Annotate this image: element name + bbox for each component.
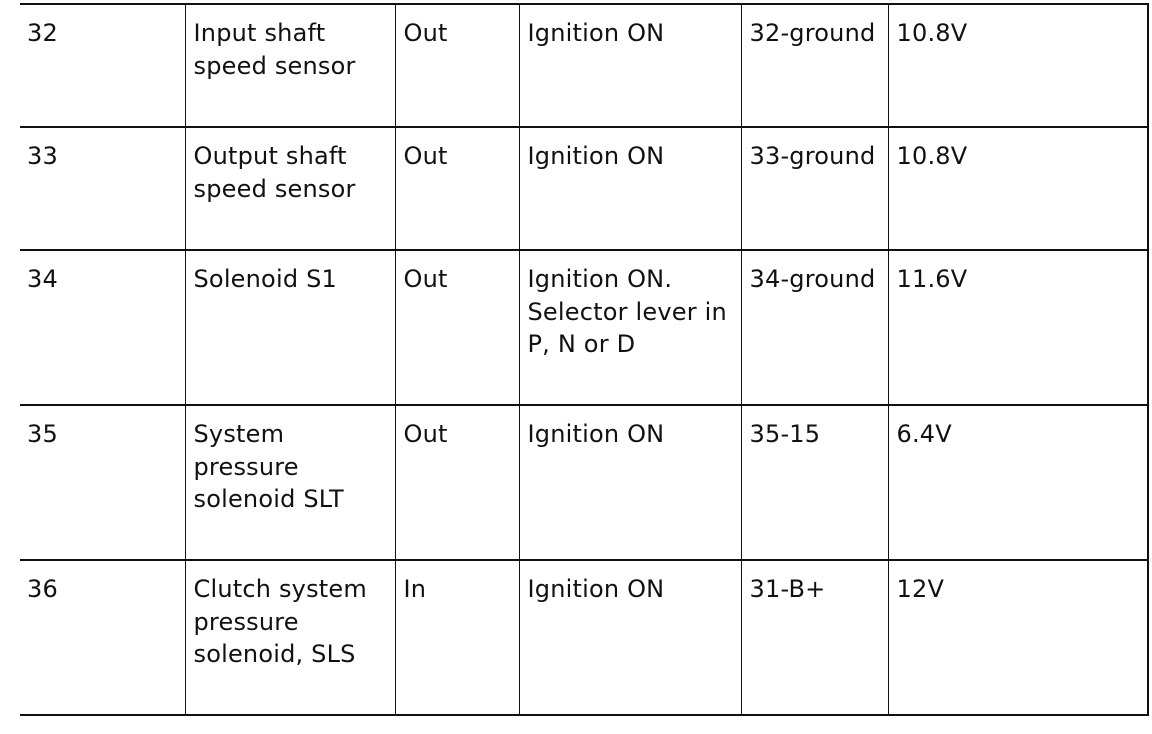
test-condition: Ignition ON: [519, 405, 741, 560]
signal-direction: Out: [395, 4, 519, 127]
measure-between: 32-ground: [741, 4, 888, 127]
signal-direction: In: [395, 560, 519, 715]
pin-number: 36: [20, 560, 185, 715]
pin-number: 32: [20, 4, 185, 127]
test-condition: Ignition ON. Selector lever in P, N or D: [519, 250, 741, 405]
signal-direction: Out: [395, 250, 519, 405]
pin-description: Output shaft speed sensor: [185, 127, 395, 250]
test-condition: Ignition ON: [519, 4, 741, 127]
table-row: [20, 560, 1148, 715]
voltage-value: 12V: [888, 560, 1148, 715]
measure-between: 35-15: [741, 405, 888, 560]
measure-between: 33-ground: [741, 127, 888, 250]
pin-number: 35: [20, 405, 185, 560]
voltage-value: 10.8V: [888, 127, 1148, 250]
measure-between: 34-ground: [741, 250, 888, 405]
table-row: [20, 127, 1148, 250]
pin-voltage-table: [20, 3, 1149, 716]
signal-direction: Out: [395, 127, 519, 250]
voltage-value: 10.8V: [888, 4, 1148, 127]
pin-description: Clutch system pressure solenoid, SLS: [185, 560, 395, 715]
pin-description: Solenoid S1: [185, 250, 395, 405]
pin-number: 34: [20, 250, 185, 405]
test-condition: Ignition ON: [519, 560, 741, 715]
voltage-value: 6.4V: [888, 405, 1148, 560]
pin-description: System pressure solenoid SLT: [185, 405, 395, 560]
table-row: [20, 250, 1148, 405]
table-row: [20, 4, 1148, 127]
signal-direction: Out: [395, 405, 519, 560]
pin-number: 33: [20, 127, 185, 250]
voltage-value: 11.6V: [888, 250, 1148, 405]
test-condition: Ignition ON: [519, 127, 741, 250]
table-row: [20, 405, 1148, 560]
measure-between: 31-B+: [741, 560, 888, 715]
pin-description: Input shaft speed sensor: [185, 4, 395, 127]
